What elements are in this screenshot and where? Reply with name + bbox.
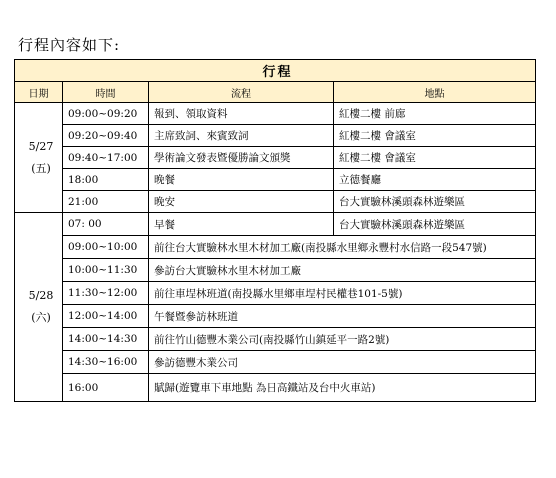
header-time: 時間: [63, 82, 149, 103]
day1-date-cell: [15, 103, 63, 213]
day2-weekday: (六): [31, 311, 51, 324]
header-location: 地點: [334, 82, 536, 103]
location-cell: 台大實驗林溪頭森林遊樂區: [334, 213, 536, 236]
page-heading: 行程內容如下:: [18, 36, 121, 54]
table-header-row: [15, 82, 536, 103]
table-row: [15, 236, 536, 259]
header-date: 日期: [15, 82, 63, 103]
activity-cell: 晚安: [149, 191, 334, 213]
table-row: [15, 374, 536, 402]
table-title-row: [15, 60, 536, 82]
activity-cell: 參訪台大實驗林水里木材加工廠: [149, 259, 536, 282]
table-row: [15, 282, 536, 305]
table-row: [15, 169, 536, 191]
time-cell: 11:30~12:00: [63, 282, 149, 305]
table-row: [15, 328, 536, 351]
time-cell: 09:40~17:00: [63, 147, 149, 169]
table-row: [15, 103, 536, 125]
table-row: [15, 147, 536, 169]
activity-cell: 報到、領取資料: [149, 103, 334, 125]
day2-date-cell: [15, 213, 63, 402]
day1-date: 5/27: [28, 139, 54, 153]
day1-weekday: (五): [31, 161, 51, 175]
time-cell: 09:00~09:20: [63, 103, 149, 125]
activity-cell: 午餐暨參訪林班道: [149, 305, 536, 328]
location-cell: 立德餐廳: [334, 169, 536, 191]
time-cell: 16:00: [63, 374, 149, 402]
table-title: 行程: [15, 60, 536, 82]
time-cell: 21:00: [63, 191, 149, 213]
location-cell: 紅樓二樓 前廊: [334, 103, 536, 125]
time-cell: 10:00~11:30: [63, 259, 149, 282]
table-row: [15, 351, 536, 374]
time-cell: 09:00~10:00: [63, 236, 149, 259]
table-row: [15, 191, 536, 213]
table-row: [15, 259, 536, 282]
time-cell: 14:30~16:00: [63, 351, 149, 374]
time-cell: 09:20~09:40: [63, 125, 149, 147]
activity-cell: 主席致詞、來賓致詞: [149, 125, 334, 147]
activity-cell: 前往車埕林班道(南投縣水里鄉車埕村民權巷101-5號): [149, 282, 536, 305]
activity-cell: 前往竹山德豐木業公司(南投縣竹山鎮延平一路2號): [149, 328, 536, 351]
time-cell: 12:00~14:00: [63, 305, 149, 328]
day2-date: 5/28: [28, 289, 54, 302]
location-cell: 台大實驗林溪頭森林遊樂區: [334, 191, 536, 213]
time-cell: 14:00~14:30: [63, 328, 149, 351]
activity-cell: 早餐: [149, 213, 334, 236]
activity-cell: 參訪德豐木業公司: [149, 351, 536, 374]
table-row: [15, 125, 536, 147]
location-cell: 紅樓二樓 會議室: [334, 147, 536, 169]
activity-cell: 賦歸(遊覽車下車地點 為日高鐵站及台中火車站): [149, 374, 536, 402]
activity-cell: 晚餐: [149, 169, 334, 191]
location-cell: 紅樓二樓 會議室: [334, 125, 536, 147]
time-cell: 18:00: [63, 169, 149, 191]
time-cell: 07: 00: [63, 213, 149, 236]
table-row: [15, 213, 536, 236]
header-activity: 流程: [149, 82, 334, 103]
activity-cell: 學術論文發表暨優勝論文頒獎: [149, 147, 334, 169]
activity-cell: 前往台大實驗林水里木材加工廠(南投縣水里鄉永豐村水信路一段547號): [149, 236, 536, 259]
schedule-table: [14, 59, 536, 402]
table-row: [15, 305, 536, 328]
